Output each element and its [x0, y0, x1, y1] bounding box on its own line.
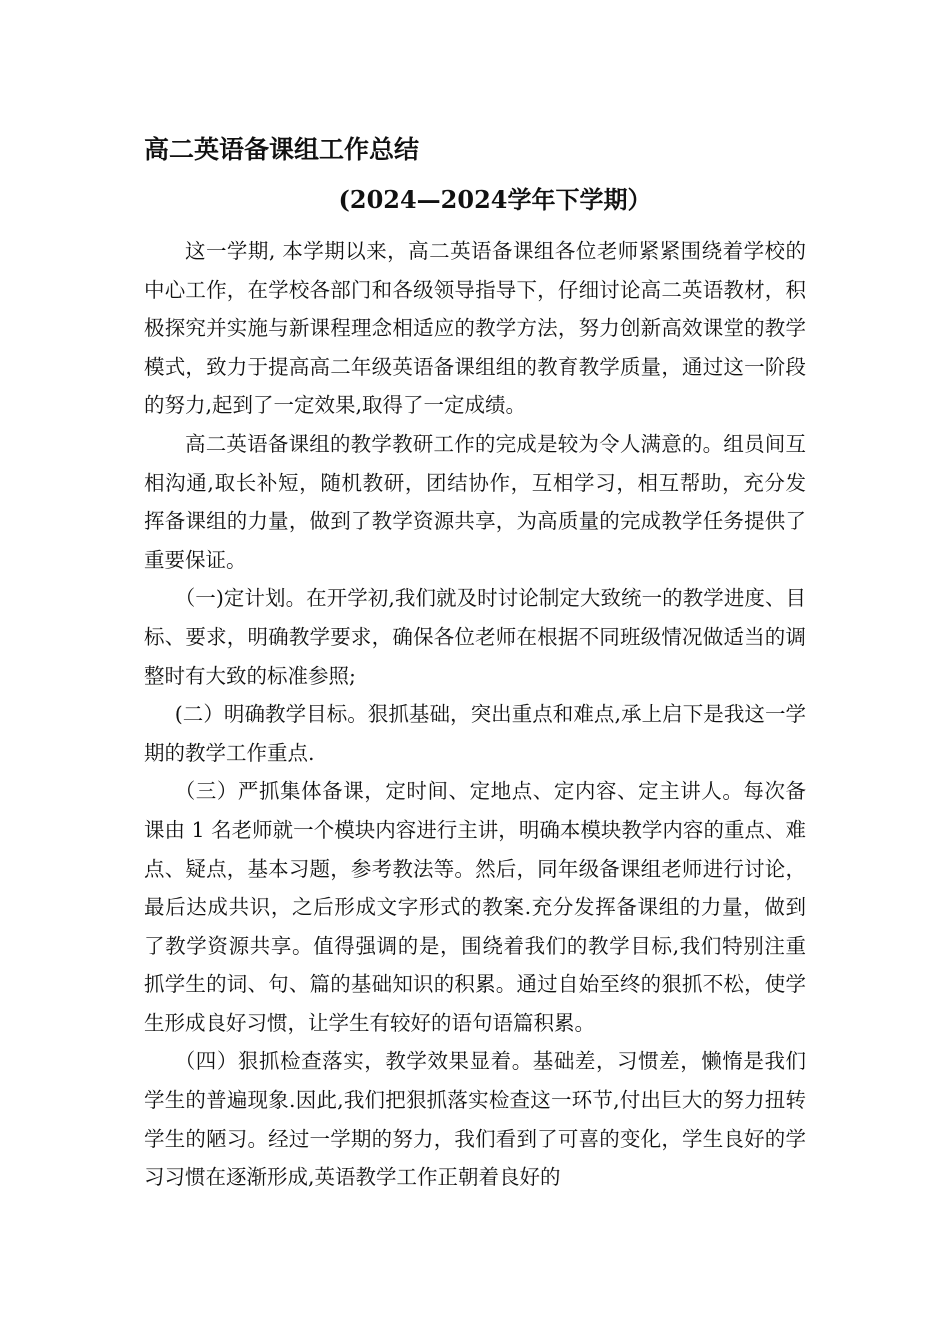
document-subtitle: (2024—2024学年下学期） — [338, 185, 652, 214]
paragraph-teamwork: 高二英语备课组的教学教研工作的完成是较为令人满意的。组员间互相沟通,取长补短，随机教研，团结协作，互相学习，相互帮助，充分发挥备课组的力量，做到了教学资源共享，为高质量的完成教学任务提供了重要保证。 — [144, 431, 806, 572]
document-title: 高二英语备课组工作总结 — [144, 135, 420, 164]
paragraph-item-4: （四）狠抓检查落实，教学效果显着。基础差，习惯差，懒惰是我们学生的普遍现象.因此,我们把狠抓落实检查这一环节,付出巨大的努力扭转学生的陋习。经过一学期的努力，我们看到了可喜的变化，学生良好的学习习惯在逐渐形成,英语教学工作正朝着良好的 — [144, 1049, 806, 1190]
paragraph-item-1: （一)定计划。在开学初,我们就及时讨论制定大致统一的教学进度、目标、要求，明确教学要求，确保各位老师在根据不同班级情况做适当的调整时有大致的标准参照; — [144, 586, 806, 688]
paragraph-item-2: (二）明确教学目标。狠抓基础，突出重点和难点,承上启下是我这一学期的教学工作重点. — [144, 702, 806, 765]
paragraph-item-3: （三）严抓集体备课，定时间、定地点、定内容、定主讲人。每次备课由 1 名老师就一个模块内容进行主讲，明确本模块教学内容的重点、难点、疑点，基本习题，参考教法等。然后，同年级备课组老师进行讨论，最后达成共识，之后形成文字形式的教案.充分发挥备课组的力量，做到了教学资源共享。值得强调的是，围绕着我们的教学目标,我们特别注重抓学生的词、句、篇的基础知识的积累。通过自始至终的狠抓不松，使学生形成良好习惯，让学生有较好的语句语篇积累。 — [144, 779, 806, 1035]
paragraph-intro: 这一学期, 本学期以来，高二英语备课组各位老师紧紧围绕着学校的中心工作，在学校各部门和各级领导指导下，仔细讨论高二英语教材，积极探究并实施与新课程理念相适应的教学方法，努力创新高效课堂的教学模式，致力于提高高二年级英语备课组组的教育教学质量，通过这一阶段的努力,起到了一定效果,取得了一定成绩。 — [144, 239, 806, 418]
document-body — [144, 232, 806, 1197]
